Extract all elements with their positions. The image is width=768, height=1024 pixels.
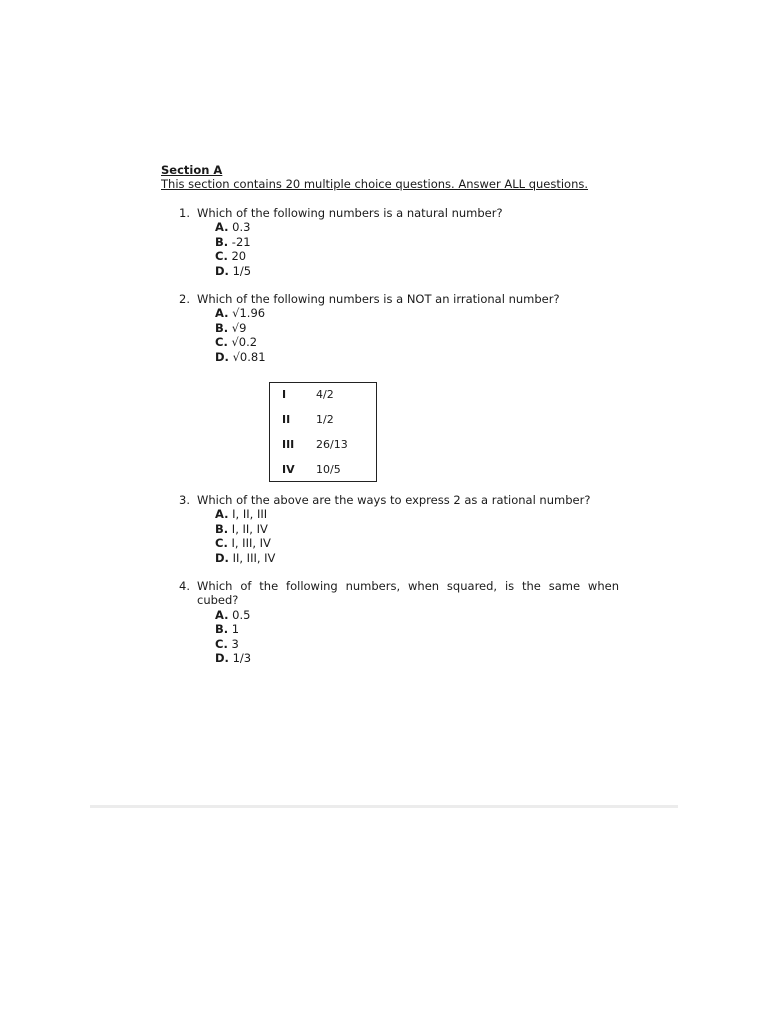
table-value: 1/2 [316,413,334,427]
option-letter: D. [215,349,229,364]
table-row [270,433,376,458]
option-text: √0.2 [231,335,258,350]
option-letter: B. [215,234,229,249]
option-c [215,637,619,651]
option-letter: D. [215,550,229,565]
section-title: Section A [161,163,223,177]
option-b [215,321,619,335]
option-letter: A. [215,306,229,321]
option-text: √9 [231,320,247,335]
option-b [215,522,619,536]
option-b [215,622,619,636]
question-text: Which of the following numbers is a natural number? [197,206,503,220]
option-c [215,335,619,349]
option-b [215,235,619,249]
option-letter: A. [215,607,229,622]
table-value: 10/5 [316,463,341,477]
option-text: I, III, IV [231,536,271,551]
option-list [215,220,619,278]
table-row [270,408,376,433]
question-text: Which of the following numbers, when squared, is the same when cubed? [197,579,619,608]
option-d [215,551,619,565]
option-list [215,608,619,666]
option-text: I, II, III [232,507,268,522]
option-a [215,220,619,234]
numeral-table [269,382,377,482]
option-c [215,249,619,263]
table-value: 4/2 [316,388,334,402]
question-number: 4. [179,579,190,593]
question-3 [179,493,619,565]
section-header [161,163,588,192]
question-1 [179,206,619,278]
option-a [215,306,619,320]
option-text: I, II, IV [231,521,268,536]
option-text: 20 [231,249,247,264]
option-text: 0.5 [232,607,251,622]
option-letter: B. [215,622,229,637]
question-text: Which of the following numbers is a NOT an irrational number? [197,292,560,306]
question-number: 2. [179,292,190,306]
option-text: √1.96 [232,306,266,321]
section-intro: This section contains 20 multiple choice questions. Answer ALL questions. [161,177,589,192]
question-2 [179,292,619,364]
table-numeral: II [282,413,291,427]
option-a [215,507,619,521]
option-d [215,264,619,278]
option-letter: D. [215,651,229,666]
option-text: -21 [231,234,251,249]
option-letter: D. [215,263,229,278]
option-d [215,350,619,364]
option-list [215,306,619,364]
option-letter: A. [215,220,229,235]
question-number: 3. [179,493,190,507]
table-numeral: IV [282,463,295,477]
table-numeral: I [282,388,287,402]
option-c [215,536,619,550]
option-text: 1/5 [232,263,252,278]
option-text: 3 [231,636,239,651]
option-letter: B. [215,320,229,335]
option-list [215,507,619,565]
option-letter: C. [215,335,228,350]
question-number: 1. [179,206,190,220]
option-a [215,608,619,622]
question-text: Which of the above are the ways to express 2 as a rational number? [197,493,591,507]
option-letter: C. [215,636,228,651]
table-row [270,383,376,408]
page-divider [90,805,678,808]
option-text: 1 [231,622,240,637]
option-text: √0.81 [232,349,266,364]
table-value: 26/13 [316,438,348,452]
table-row [270,458,376,483]
option-letter: A. [215,507,229,522]
option-letter: C. [215,536,228,551]
option-text: 0.3 [232,220,251,235]
option-letter: C. [215,249,228,264]
table-numeral: III [282,438,295,452]
question-4 [179,579,619,665]
option-text: II, III, IV [232,550,276,565]
option-letter: B. [215,521,229,536]
option-d [215,651,619,665]
option-text: 1/3 [232,651,252,666]
